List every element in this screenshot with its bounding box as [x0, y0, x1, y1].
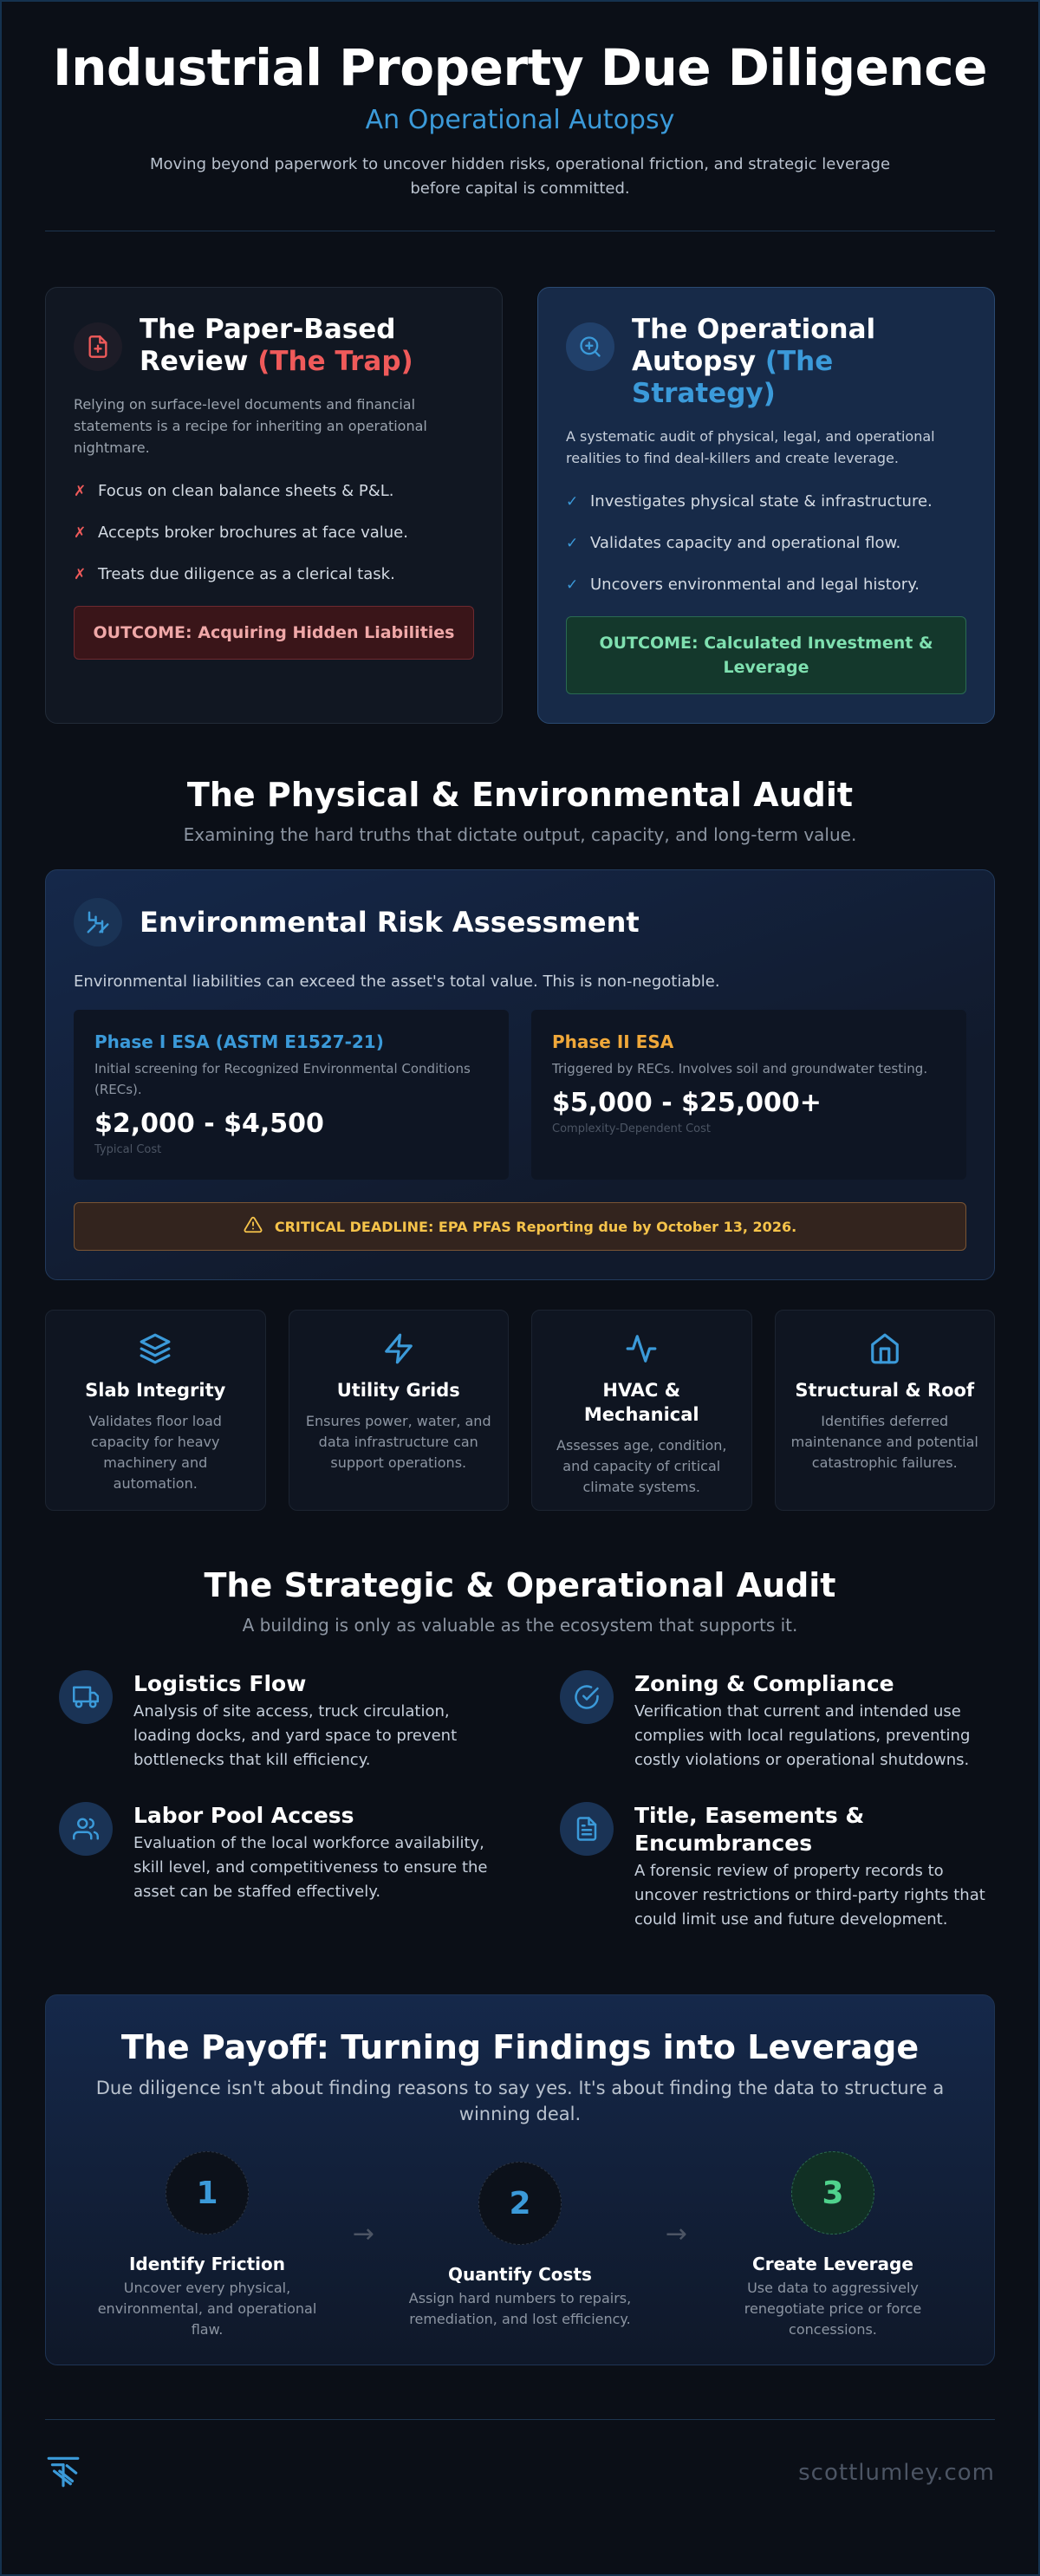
list-item: ✓ Investigates physical state & infrastructure. [566, 492, 933, 511]
strategic-item-title: Title, Easements & Encumbrances [634, 1803, 865, 1856]
strategy-card-list [566, 491, 966, 595]
physical-card-slab [45, 1310, 266, 1511]
strategic-section-header [45, 1564, 995, 1637]
strategy-card-title: The Operational Autopsy (The Strategy) [632, 314, 876, 409]
page-title: Industrial Property Due Diligence [53, 38, 987, 97]
deadline-alert [74, 1202, 966, 1251]
step-number: 1 [166, 2151, 249, 2234]
strategy-card-description: A systematic audit of physical, legal, and operational realities to find deal-killers and create leverage. [566, 428, 935, 466]
strategic-item-text: Verification that current and intended use complies with local regulations, preventing costly violations or operational shutdowns. [634, 1702, 971, 1769]
strategic-section-subtitle: A building is only as valuable as the ecosystem that supports it. [242, 1615, 798, 1636]
strategy-title-highlight: (The Strategy) [632, 346, 834, 409]
zoom-in-icon [566, 322, 614, 371]
physical-section-subtitle: Examining the hard truths that dictate output, capacity, and long-term value. [183, 824, 857, 845]
x-mark-icon: ✗ [74, 566, 87, 583]
trap-title-highlight: (The Trap) [257, 346, 413, 377]
payoff-title: The Payoff: Turning Findings into Leverage [120, 2028, 920, 2066]
strategic-item-title: Labor Pool Access [133, 1803, 354, 1828]
physical-section-header [45, 774, 995, 847]
strategic-item-text: Analysis of site access, truck circulation, loading docks, and yard space to prevent bottlenecks that kill efficiency. [133, 1702, 458, 1769]
comparison-section [45, 287, 995, 724]
arrow-right-icon: → [352, 2219, 375, 2249]
physical-card-text: Assesses age, condition, and capacity of critical climate systems. [556, 1437, 727, 1495]
page-intro: Moving beyond paperwork to uncover hidden risks, operational friction, and strategic leverage before capital is committed. [149, 155, 891, 198]
environmental-card-description: Environmental liabilities can exceed the asset's total value. This is non-negotiable. [74, 973, 720, 991]
step-text: Uncover every physical, environmental, and operational flaw. [97, 2280, 317, 2338]
trap-card [45, 287, 503, 724]
pipeline-icon [74, 898, 122, 946]
activity-icon [546, 1331, 738, 1366]
step-3 [712, 2151, 954, 2340]
document-icon [560, 1802, 614, 1856]
phase-cost-label: Typical Cost [94, 1143, 162, 1156]
lightning-icon [303, 1331, 495, 1366]
phase-card-2 [531, 1010, 966, 1180]
check-circle-icon [560, 1670, 614, 1724]
strategic-item-text: Evaluation of the local workforce availability, skill level, and competitiveness to ensure the asset can be staffed effectively. [133, 1834, 488, 1901]
trap-card-list [74, 481, 474, 585]
phase-detail: Initial screening for Recognized Environmental Conditions (RECs). [94, 1061, 471, 1097]
list-item: ✓ Uncovers environmental and legal history. [566, 576, 920, 594]
footer [45, 2453, 995, 2493]
strategic-grid [45, 1670, 995, 1932]
phase-list [74, 1010, 966, 1180]
strategy-outcome-box: OUTCOME: Calculated Investment & Leverage [566, 616, 966, 694]
phase-cost-label: Complexity-Dependent Cost [552, 1122, 712, 1135]
step-text: Use data to aggressively renegotiate price or force concessions. [744, 2280, 922, 2338]
strategic-item-title: Logistics Flow [133, 1671, 307, 1696]
check-mark-icon: ✓ [566, 535, 579, 552]
strategic-item-title: Zoning & Compliance [634, 1671, 894, 1696]
phase-name: Phase I ESA (ASTM E1527-21) [94, 1031, 384, 1052]
physical-cards [45, 1310, 995, 1511]
list-item: ✗ Focus on clean balance sheets & P&L. [74, 482, 394, 500]
phase-cost: $5,000 - $25,000+ [552, 1088, 822, 1118]
physical-card-hvac [531, 1310, 752, 1511]
arrow-right-icon: → [665, 2219, 688, 2249]
trap-card-description: Relying on surface-level documents and financial statements is a recipe for inheriting an operational nightmare. [74, 396, 427, 456]
physical-card-utility [289, 1310, 510, 1511]
truck-icon [59, 1670, 113, 1724]
x-mark-icon: ✗ [74, 483, 87, 500]
payoff-steps [77, 2151, 963, 2340]
physical-card-structural [775, 1310, 996, 1511]
payoff-card [45, 1994, 995, 2365]
strategic-item-logistics [45, 1670, 494, 1773]
step-2 [399, 2162, 641, 2330]
physical-card-title: Structural & Roof [795, 1380, 975, 1401]
page-subtitle: An Operational Autopsy [365, 105, 675, 135]
x-mark-icon: ✗ [74, 524, 87, 542]
physical-card-title: Utility Grids [336, 1380, 460, 1401]
list-item: ✗ Accepts broker brochures at face value. [74, 524, 408, 542]
check-mark-icon: ✓ [566, 576, 579, 594]
physical-card-text: Validates floor load capacity for heavy machinery and automation. [88, 1413, 222, 1492]
phase-name: Phase II ESA [552, 1031, 674, 1052]
phase-detail: Triggered by RECs. Involves soil and groundwater testing. [552, 1061, 928, 1077]
physical-card-text: Identifies deferred maintenance and potential catastrophic failures. [790, 1413, 978, 1471]
list-item: ✓ Validates capacity and operational flow. [566, 534, 901, 552]
physical-card-title: Slab Integrity [85, 1380, 226, 1401]
step-number: 3 [791, 2151, 874, 2234]
trap-card-title: The Paper-Based Review (The Trap) [140, 314, 413, 377]
warning-icon [244, 1215, 263, 1238]
brand-url[interactable]: scottlumley.com [798, 2460, 995, 2486]
deadline-text: CRITICAL DEADLINE: EPA PFAS Reporting due by October 13, 2026. [274, 1218, 797, 1235]
list-item: ✗ Treats due diligence as a clerical task. [74, 565, 395, 583]
physical-card-title: HVAC & Mechanical [583, 1380, 699, 1425]
footer-divider [45, 2419, 995, 2420]
step-title: Identify Friction [128, 2254, 286, 2274]
strategic-item-labor [45, 1802, 494, 1932]
phase-cost: $2,000 - $4,500 [94, 1109, 324, 1139]
strategic-item-text: A forensic review of property records to uncover restrictions or third-party rights that could limit use and future development. [634, 1862, 985, 1929]
file-plus-icon [74, 322, 122, 371]
strategic-item-title-easements [546, 1802, 995, 1932]
layers-icon [60, 1331, 251, 1366]
step-title: Create Leverage [752, 2254, 913, 2274]
strategic-item-zoning [546, 1670, 995, 1773]
page-header [45, 2, 995, 201]
strategic-section-title: The Strategic & Operational Audit [204, 1566, 836, 1604]
home-icon [790, 1331, 981, 1366]
environmental-card [45, 869, 995, 1280]
physical-card-text: Ensures power, water, and data infrastructure can support operations. [305, 1413, 491, 1471]
trap-outcome-box: OUTCOME: Acquiring Hidden Liabilities [74, 606, 474, 660]
environmental-card-title: Environmental Risk Assessment [140, 906, 640, 939]
step-title: Quantify Costs [448, 2264, 592, 2285]
physical-section-title: The Physical & Environmental Audit [186, 776, 854, 814]
brand-logo-icon [45, 2453, 81, 2493]
strategy-card [537, 287, 995, 724]
phase-card-1 [74, 1010, 509, 1180]
step-1 [86, 2151, 328, 2340]
check-mark-icon: ✓ [566, 493, 579, 511]
payoff-description: Due diligence isn't about finding reasons to say yes. It's about finding the data to structure a winning deal. [95, 2078, 945, 2124]
step-number: 2 [478, 2162, 562, 2245]
users-icon [59, 1802, 113, 1856]
step-text: Assign hard numbers to repairs, remediation, and lost efficiency. [408, 2290, 632, 2327]
